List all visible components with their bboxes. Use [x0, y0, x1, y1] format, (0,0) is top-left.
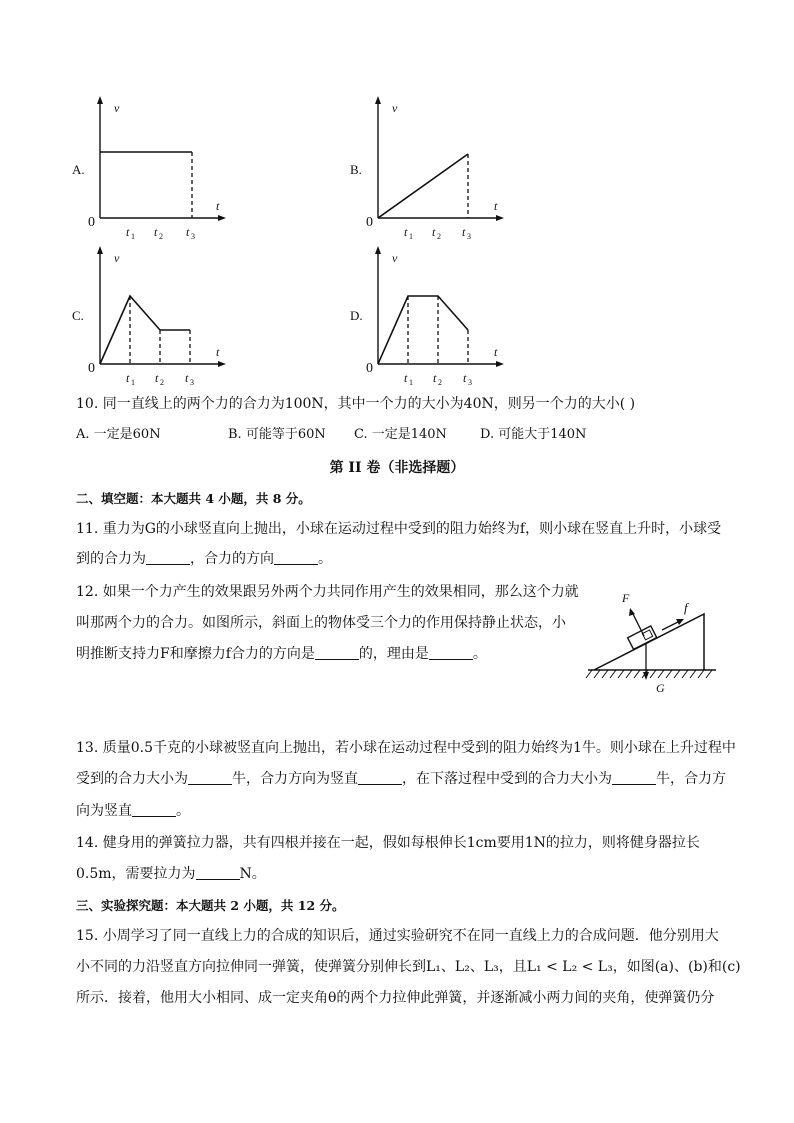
y-axis-arrow: [97, 96, 103, 104]
x-axis-arrow: [218, 361, 226, 367]
q13-blank-4[interactable]: [132, 802, 176, 817]
tick-t2: t: [433, 371, 437, 385]
tick-t2-sub: 2: [437, 232, 441, 241]
x-axis-label: t: [494, 345, 498, 359]
graph-d-plot: [348, 240, 518, 400]
tick-t1-sub: 1: [409, 378, 413, 387]
q14-line1: 14. 健身用的弹簧拉力器，共有四根并接在一起，假如每根伸长1cm要用1N的拉力，则将健身器拉长: [76, 835, 700, 851]
graph-a-label: A.: [72, 162, 85, 177]
ground-hatching: [586, 670, 712, 678]
q12-line2: 叫那两个力的合力。如图所示，斜面上的物体受三个力的作用保持静止状态，小: [76, 615, 566, 631]
graph-a-plot: [70, 90, 240, 250]
tick-t1-sub: 1: [131, 378, 135, 387]
q11-blank-1[interactable]: [146, 550, 190, 565]
tick-t3-sub: 3: [191, 232, 195, 241]
velocity-line: [378, 154, 468, 218]
origin-label: 0: [88, 361, 95, 376]
tick-t3: t: [185, 371, 189, 385]
y-axis-label: v: [392, 251, 398, 265]
origin-label: 0: [366, 361, 373, 376]
q10-option-a: A. 一定是60N: [76, 427, 161, 442]
q13-blank-3[interactable]: [612, 770, 656, 785]
y-axis-label: v: [114, 251, 120, 265]
tick-t1-sub: 1: [409, 232, 413, 241]
x-axis-label: t: [494, 199, 498, 213]
q13-text-d: 牛，合力方: [656, 771, 726, 787]
graph-b-label: B.: [350, 162, 362, 177]
graph-d-label: D.: [350, 308, 363, 323]
graph-d: [348, 240, 518, 400]
y-axis-arrow: [97, 246, 103, 254]
q13-line2: [76, 769, 726, 789]
graph-c-plot: [70, 240, 240, 400]
q15-line3: 所示．接着，他用大小相同、成一定夹角θ的两个力拉伸此弹簧，并逐渐减小两力间的夹角，使弹簧仍分: [76, 990, 715, 1006]
q11-line2: [76, 549, 332, 569]
y-axis-arrow: [375, 96, 381, 104]
tick-t1: t: [126, 371, 130, 385]
tick-t2-sub: 2: [438, 378, 442, 387]
q12-line3: [76, 644, 487, 664]
tick-t1: t: [404, 371, 408, 385]
graph-a: [70, 90, 240, 250]
tick-t2-sub: 2: [159, 232, 163, 241]
q15-line2: 小不同的力沿竖直方向拉伸同一弹簧，使弹簧分别伸长到L₁、L₂、L₃，且L₁ < L₂ < L₃，如图(a)、(b)和(c): [76, 959, 741, 975]
origin-label: 0: [366, 215, 373, 230]
label-F: F: [622, 591, 630, 605]
q10-option-b: B. 可能等于60N: [228, 427, 326, 442]
graph-b-plot: [348, 90, 518, 250]
q14-blank-1[interactable]: [196, 865, 240, 880]
q13-text-f: 。: [176, 803, 190, 819]
x-axis-label: t: [216, 199, 220, 213]
q11-blank-2[interactable]: [274, 550, 318, 565]
q12-text-c: 。: [472, 646, 487, 662]
x-axis-arrow: [496, 215, 504, 221]
q13-text-c: ，在下落过程中受到的合力大小为: [402, 771, 612, 787]
q10-option-c: C. 一定是140N: [354, 427, 447, 442]
q14-line2: [76, 864, 266, 884]
friction-force-arrow: [662, 621, 680, 630]
q13-text-a: 受到的合力大小为: [76, 771, 188, 787]
q15-line1: 15. 小周学习了同一直线上力的合成的知识后，通过实验研究不在同一直线上力的合成问题．他分别用大: [76, 928, 719, 944]
velocity-line: [378, 296, 468, 364]
q10-option-d: D. 可能大于140N: [480, 427, 587, 442]
q10-options: [76, 425, 586, 445]
q13-text-e: 向为竖直: [76, 803, 132, 819]
label-f: f: [684, 600, 688, 615]
q11-text-a: 到的合力为: [76, 551, 146, 567]
q10-stem: 10. 同一直线上的两个力的合力为100N，其中一个力的大小为40N，则另一个力的大小( ): [76, 396, 636, 412]
q12-text-b: 的，理由是: [358, 646, 429, 662]
y-axis-label: v: [114, 101, 120, 115]
q13-line3: [76, 801, 190, 821]
graph-c-label: C.: [72, 308, 84, 323]
y-axis-label: v: [392, 101, 398, 115]
q14-text-a: 0.5m，需要拉力为: [76, 866, 196, 882]
tick-t1: t: [126, 225, 130, 239]
section3-heading: 三、实验探究题：本大题共 2 小题，共 12 分。: [76, 898, 345, 913]
q13-text-b: 牛，合力方向为竖直: [232, 771, 358, 787]
velocity-line: [100, 296, 190, 364]
tick-t3: t: [186, 225, 190, 239]
origin-label: 0: [88, 215, 95, 230]
graph-c: [70, 240, 240, 400]
q12-line1: 12. 如果一个力产生的效果跟另外两个力共同作用产生的效果相同，那么这个力就: [76, 584, 579, 600]
graph-b: [348, 90, 518, 250]
tick-t3-sub: 3: [190, 378, 194, 387]
tick-t2: t: [432, 225, 436, 239]
q12-text-a: 明推断支持力F和摩擦力f合力的方向是: [76, 646, 315, 662]
tick-t2: t: [154, 225, 158, 239]
tick-t2: t: [155, 371, 159, 385]
q11-line1: 11. 重力为G的小球竖直向上抛出，小球在运动过程中受到的阻力始终为f，则小球在竖直上升时，小球受: [76, 521, 722, 537]
incline-diagram: [584, 586, 724, 696]
q13-blank-1[interactable]: [188, 770, 232, 785]
tick-t2-sub: 2: [160, 378, 164, 387]
q13-line1: 13. 质量0.5千克的小球被竖直向上抛出，若小球在运动过程中受到的阻力始终为1牛。则小球在上升过程中: [76, 740, 736, 756]
y-axis-arrow: [375, 246, 381, 254]
tick-t3-sub: 3: [468, 378, 472, 387]
x-axis-arrow: [496, 361, 504, 367]
q12-blank-1[interactable]: [315, 645, 359, 660]
tick-t3: t: [463, 371, 467, 385]
section2-heading: 二、填空题：本大题共 4 小题，共 8 分。: [76, 491, 311, 506]
x-axis-arrow: [218, 215, 226, 221]
label-G: G: [656, 681, 665, 695]
q11-text-c: 。: [318, 551, 332, 567]
q13-blank-2[interactable]: [358, 770, 402, 785]
tick-t3: t: [462, 225, 466, 239]
tick-t3-sub: 3: [467, 232, 471, 241]
tick-t1-sub: 1: [131, 232, 135, 241]
q14-text-b: N。: [239, 866, 266, 882]
x-axis-label: t: [216, 345, 220, 359]
part2-title: 第 II 卷（非选择题）: [329, 460, 465, 476]
tick-t1: t: [404, 225, 408, 239]
q12-blank-2[interactable]: [429, 645, 473, 660]
incline-figure: [584, 586, 724, 700]
q11-text-b: ，合力的方向: [190, 551, 274, 567]
